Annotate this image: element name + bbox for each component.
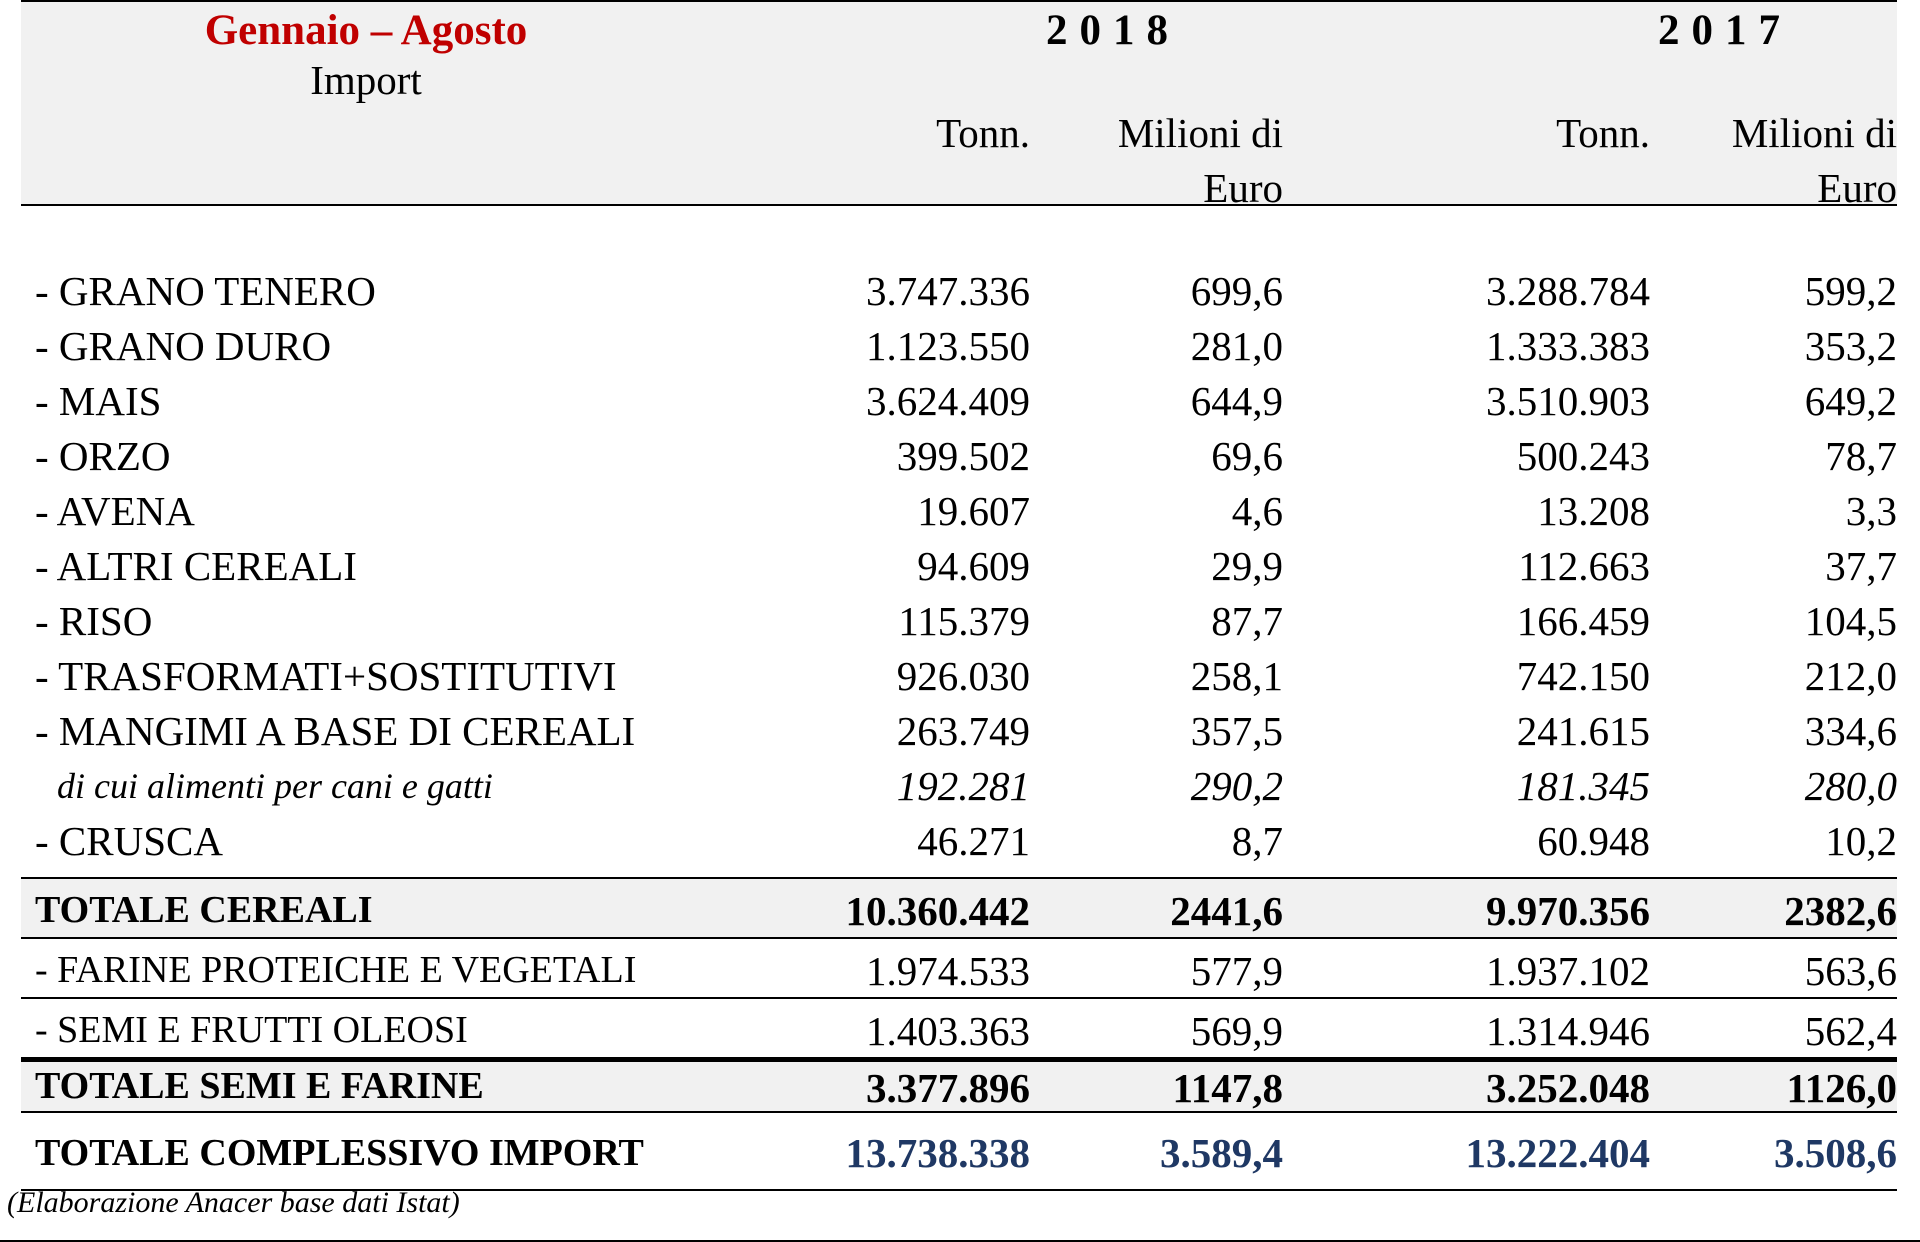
row-label: - AVENA: [35, 488, 195, 534]
table-header: [21, 0, 1897, 211]
cell-mil-2018: 3.589,4: [1160, 1130, 1283, 1176]
row-label: - TRASFORMATI+SOSTITUTIVI: [35, 653, 617, 699]
cell-tonn-2018: 19.607: [917, 488, 1030, 534]
cell-tonn-2017: 1.333.383: [1486, 323, 1650, 369]
source-note: (Elaborazione Anacer base dati Istat): [7, 1186, 460, 1219]
cell-mil-2017: 599,2: [1804, 268, 1897, 314]
cell-mil-2017: 280,0: [1804, 763, 1897, 809]
cell-tonn-2018: 3.747.336: [866, 268, 1030, 314]
cell-mil-2018: 2441,6: [1170, 888, 1283, 934]
year-2018-heading: 2018: [1046, 7, 1180, 54]
table-row: [21, 537, 1897, 592]
row-label: - MANGIMI A BASE DI CEREALI: [35, 708, 636, 754]
row-label: - RISO: [35, 598, 153, 644]
cell-tonn-2018: 13.738.338: [845, 1130, 1030, 1176]
cell-tonn-2018: 94.609: [917, 543, 1030, 589]
row-label: - ALTRI CEREALI: [35, 543, 357, 589]
cell-mil-2017: 3.508,6: [1774, 1130, 1897, 1176]
cell-mil-2017: 562,4: [1804, 1008, 1897, 1054]
row-label: - GRANO DURO: [35, 323, 332, 369]
cell-mil-2018: 644,9: [1190, 378, 1283, 424]
table-row: [21, 372, 1897, 427]
col-tonn-2017: Tonn.: [1556, 110, 1650, 156]
cell-mil-2018: 29,9: [1211, 543, 1283, 589]
cell-tonn-2017: 241.615: [1516, 708, 1650, 754]
cell-mil-2018: 87,7: [1211, 598, 1283, 644]
cell-mil-2017: 334,6: [1804, 708, 1897, 754]
row-label: TOTALE CEREALI: [35, 889, 373, 931]
row-label: di cui alimenti per cani e gatti: [57, 766, 493, 806]
cell-tonn-2017: 3.288.784: [1486, 268, 1650, 314]
total-semi-farine-row: [21, 1059, 1897, 1111]
cell-tonn-2018: 115.379: [898, 598, 1030, 644]
cell-tonn-2018: 1.123.550: [866, 323, 1030, 369]
cell-mil-2017: 353,2: [1804, 323, 1897, 369]
cell-tonn-2017: 500.243: [1516, 433, 1650, 479]
table-row: [21, 262, 1897, 317]
cell-tonn-2018: 1.403.363: [866, 1008, 1030, 1054]
table-row-subitem: [21, 757, 1897, 812]
cell-tonn-2017: 3.510.903: [1486, 378, 1650, 424]
row-label: TOTALE COMPLESSIVO IMPORT: [35, 1132, 644, 1174]
col-tonn-2018: Tonn.: [936, 110, 1030, 156]
cell-mil-2018: 699,6: [1190, 268, 1283, 314]
cell-tonn-2017: 13.222.404: [1465, 1130, 1650, 1176]
cell-mil-2018: 357,5: [1190, 708, 1283, 754]
table-row: [21, 999, 1897, 1059]
table-row: [21, 647, 1897, 702]
cell-tonn-2017: 9.970.356: [1486, 888, 1650, 934]
row-label: - SEMI E FRUTTI OLEOSI: [35, 1009, 468, 1051]
cell-mil-2018: 8,7: [1231, 818, 1283, 864]
cell-tonn-2017: 13.208: [1537, 488, 1650, 534]
table-row: [21, 939, 1897, 999]
cell-tonn-2018: 926.030: [896, 653, 1030, 699]
table-row: [21, 812, 1897, 867]
total-complessivo-row: [21, 1111, 1897, 1191]
total-cereali-row: [21, 877, 1897, 939]
cell-tonn-2017: 1.937.102: [1486, 948, 1650, 994]
flow-label: Import: [310, 57, 422, 103]
cell-tonn-2017: 60.948: [1537, 818, 1650, 864]
col-mil-2017: Milioni di Euro: [1731, 110, 1897, 211]
cell-tonn-2018: 192.281: [896, 763, 1030, 809]
row-label: - ORZO: [35, 433, 171, 479]
cell-mil-2017: 1126,0: [1786, 1065, 1897, 1111]
cell-mil-2017: 3,3: [1845, 488, 1897, 534]
row-label: - MAIS: [35, 378, 162, 424]
cell-mil-2018: 290,2: [1190, 763, 1283, 809]
cell-mil-2018: 281,0: [1190, 323, 1283, 369]
cell-mil-2017: 2382,6: [1784, 888, 1897, 934]
year-2017-heading: 2017: [1658, 7, 1792, 54]
table-row: [21, 427, 1897, 482]
row-label: TOTALE SEMI E FARINE: [35, 1065, 484, 1107]
table-row: [21, 592, 1897, 647]
import-table: [21, 0, 1897, 1191]
cell-tonn-2018: 399.502: [896, 433, 1030, 479]
cell-mil-2018: 1147,8: [1172, 1065, 1283, 1111]
cell-mil-2018: 69,6: [1211, 433, 1283, 479]
cell-tonn-2018: 3.624.409: [866, 378, 1030, 424]
cell-mil-2017: 563,6: [1804, 948, 1897, 994]
row-label: - CRUSCA: [35, 818, 223, 864]
cell-mil-2018: 258,1: [1190, 653, 1283, 699]
period-title: Gennaio – Agosto: [204, 7, 528, 54]
cell-tonn-2017: 112.663: [1518, 543, 1650, 589]
cell-tonn-2017: 181.345: [1516, 763, 1650, 809]
cell-tonn-2018: 263.749: [896, 708, 1030, 754]
row-label: - GRANO TENERO: [35, 268, 376, 314]
cell-mil-2017: 10,2: [1825, 818, 1897, 864]
cell-mil-2018: 577,9: [1190, 948, 1283, 994]
cell-tonn-2018: 10.360.442: [845, 888, 1030, 934]
cell-mil-2017: 212,0: [1804, 653, 1897, 699]
cell-tonn-2018: 3.377.896: [866, 1065, 1030, 1111]
cell-tonn-2018: 46.271: [917, 818, 1030, 864]
col-mil-2018: Milioni di Euro: [1117, 110, 1283, 211]
cell-tonn-2017: 166.459: [1516, 598, 1650, 644]
row-label: - FARINE PROTEICHE E VEGETALI: [35, 949, 637, 991]
cell-tonn-2017: 1.314.946: [1486, 1008, 1650, 1054]
cell-mil-2017: 649,2: [1804, 378, 1897, 424]
cell-tonn-2017: 742.150: [1516, 653, 1650, 699]
table-row: [21, 317, 1897, 372]
table-row: [21, 482, 1897, 537]
cell-mil-2017: 78,7: [1825, 433, 1897, 479]
table-row: [21, 702, 1897, 757]
cell-tonn-2017: 3.252.048: [1486, 1065, 1650, 1111]
cell-mil-2018: 4,6: [1231, 488, 1283, 534]
cell-mil-2018: 569,9: [1190, 1008, 1283, 1054]
cell-tonn-2018: 1.974.533: [866, 948, 1030, 994]
cell-mil-2017: 104,5: [1804, 598, 1897, 644]
cell-mil-2017: 37,7: [1825, 543, 1897, 589]
